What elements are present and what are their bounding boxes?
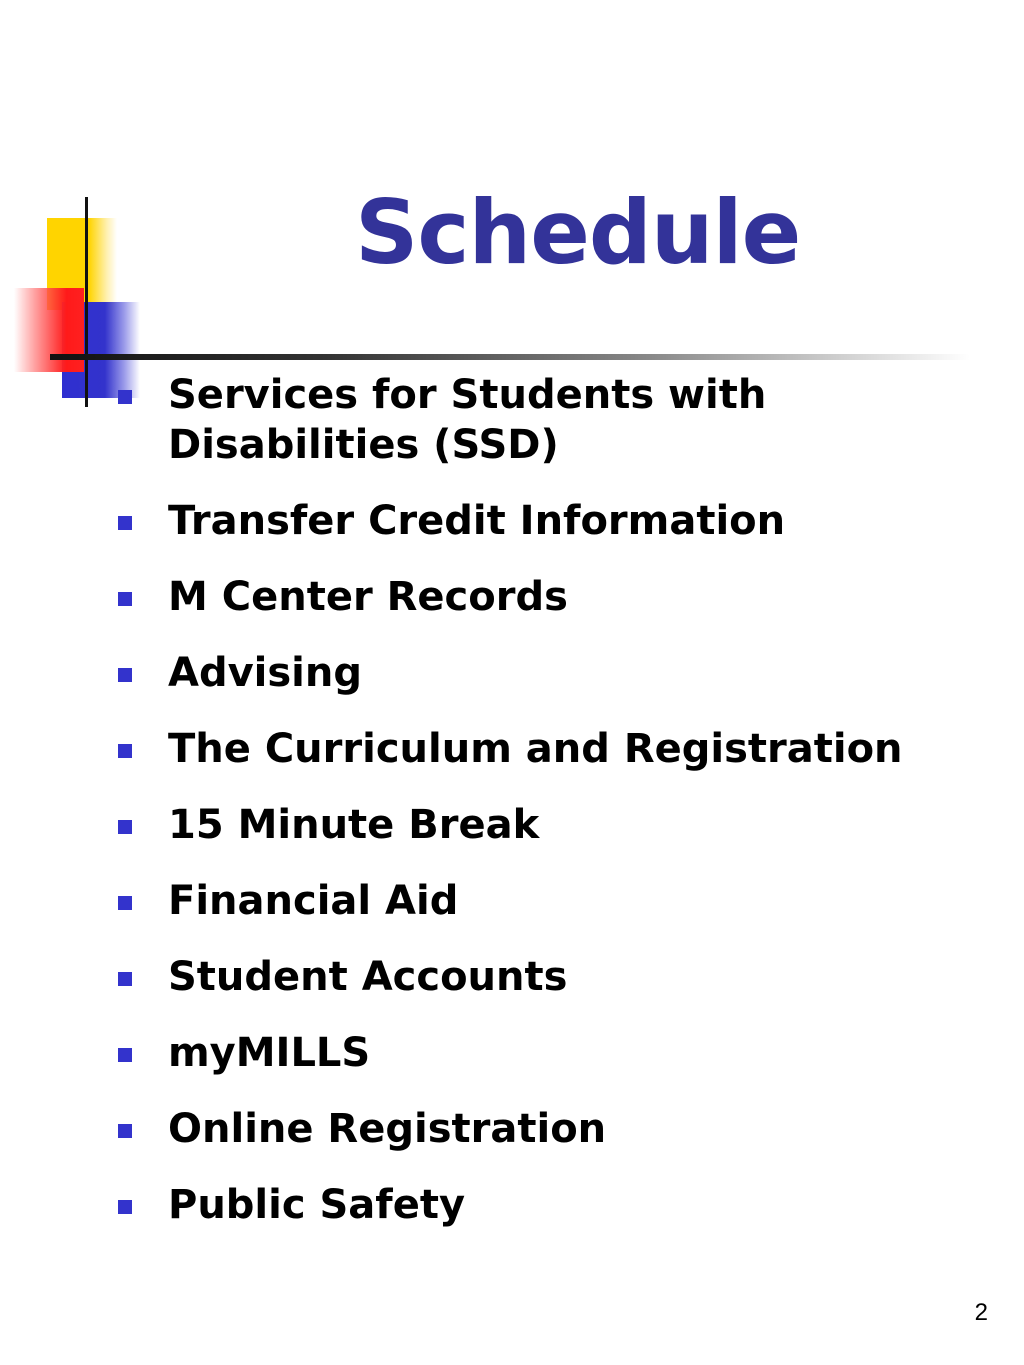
slide-title: Schedule xyxy=(355,181,801,284)
square-bullet-icon xyxy=(118,896,132,910)
list-item xyxy=(118,648,998,698)
square-bullet-icon xyxy=(118,972,132,986)
list-item xyxy=(118,1180,998,1230)
square-bullet-icon xyxy=(118,390,132,404)
list-item xyxy=(118,496,998,546)
list-item xyxy=(118,876,998,926)
title-divider-line xyxy=(50,354,970,360)
square-bullet-icon xyxy=(118,1124,132,1138)
list-item xyxy=(118,800,998,850)
list-item xyxy=(118,370,998,470)
list-item xyxy=(118,724,998,774)
square-bullet-icon xyxy=(118,1200,132,1214)
square-bullet-icon xyxy=(118,744,132,758)
list-item xyxy=(118,1028,998,1078)
list-item-label: Advising xyxy=(168,650,363,696)
list-item-label: 15 Minute Break xyxy=(168,802,540,848)
list-item-label: Public Safety xyxy=(168,1182,466,1228)
square-bullet-icon xyxy=(118,516,132,530)
list-item-label: Financial Aid xyxy=(168,878,459,924)
square-bullet-icon xyxy=(118,820,132,834)
bullet-list xyxy=(118,370,998,1256)
list-item-label: Online Registration xyxy=(168,1106,607,1152)
list-item-label: myMILLS xyxy=(168,1030,371,1076)
ornament-vertical-line xyxy=(85,197,88,407)
list-item xyxy=(118,1104,998,1154)
square-bullet-icon xyxy=(118,1048,132,1062)
square-bullet-icon xyxy=(118,668,132,682)
page-number: 2 xyxy=(974,1299,988,1326)
square-bullet-icon xyxy=(118,592,132,606)
list-item xyxy=(118,952,998,1002)
list-item-label: Services for Students with Disabilities (SSD) xyxy=(168,372,767,468)
list-item-label: Student Accounts xyxy=(168,954,568,1000)
list-item-label: M Center Records xyxy=(168,574,568,620)
list-item xyxy=(118,572,998,622)
list-item-label: The Curriculum and Registration xyxy=(168,726,903,772)
list-item-label: Transfer Credit Information xyxy=(168,498,786,544)
